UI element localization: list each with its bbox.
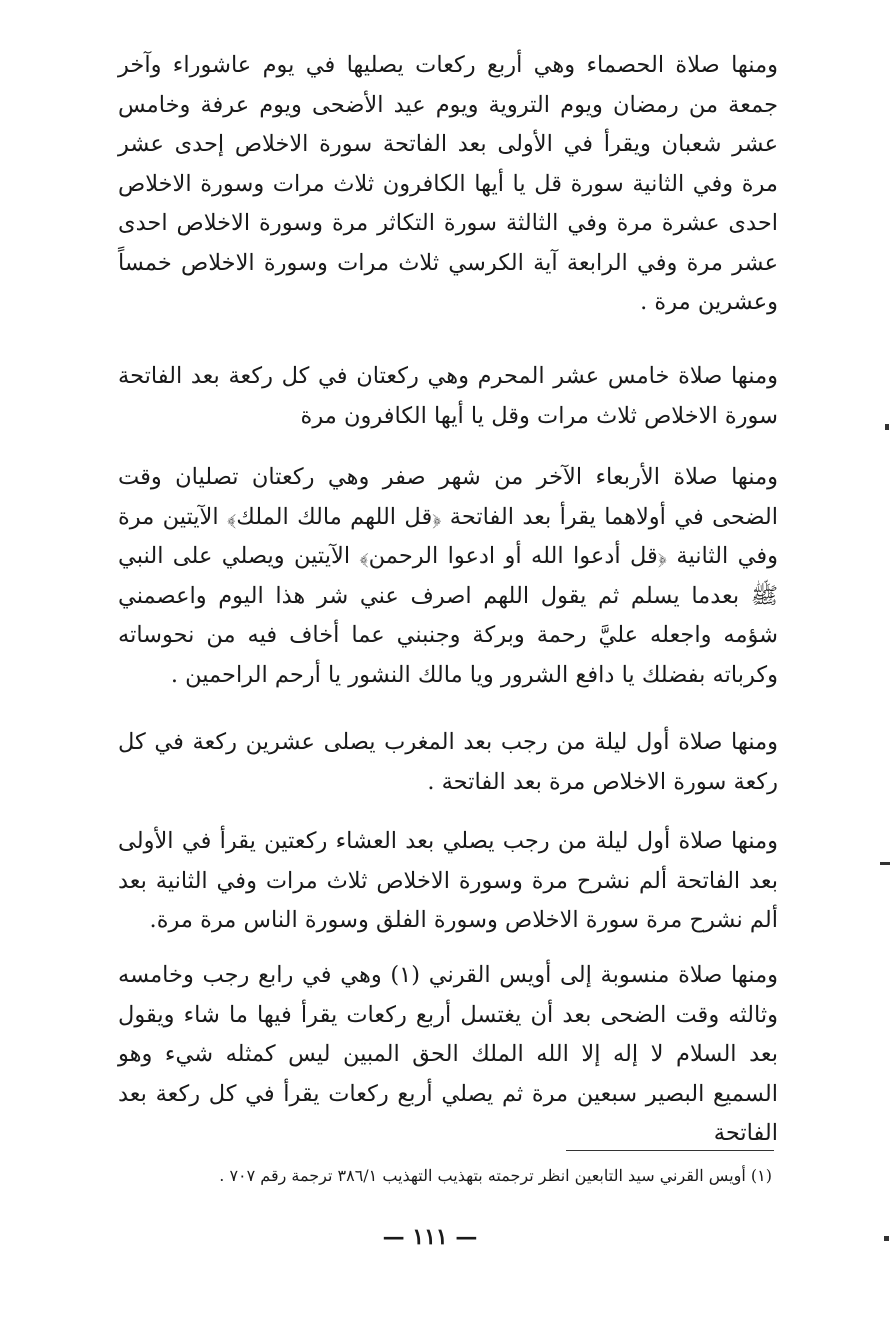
footnote-divider xyxy=(566,1150,774,1151)
paragraph-safar-wednesday-prayer: ومنها صلاة الأربعاء الآخر من شهر صفر وهي ركعتان تصليان وقت الضحى في أولاهما يقرأ بعد الفاتحة ﴿قل اللهم مالك الملك﴾ الآيتين مرة وفي الثانية ﴿قل أدعوا الله أو ادعوا الرحمن﴾ الآيتين ويصلي على النبي ﷺ بعدما يسلم ثم يقول اللهم اصرف عني شر هذا اليوم واعصمني شؤمه واجعله عليَّ رحمة وبركة وجنبني عما أخاف فيه من نحوساته وكرباته بفضلك يا دافع الشرور ويا مالك النشور يا أرحم الراحمين . xyxy=(118,464,778,688)
paragraph-muharram-prayer: ومنها صلاة خامس عشر المحرم وهي ركعتان في كل ركعة بعد الفاتحة سورة الاخلاص ثلاث مرات وقل يا أيها الكافرون مرة xyxy=(118,363,778,429)
paragraph-ashura-prayer: ومنها صلاة الحصماء وهي أربع ركعات يصليها في يوم عاشوراء وآخر جمعة من رمضان ويوم التروية ويوم عيد الأضحى ويوم عرفة وخامس عشر شعبان ويقرأ في الأولى بعد الفاتحة سورة الاخلاص إحدى عشر مرة وفي الثانية سورة قل يا أيها الكافرون ثلاث مرات وسورة الاخلاص احدى عشرة مرة وفي الثالثة سورة التكاثر مرة وسورة الاخلاص احدى عشر مرة وفي الرابعة آية الكرسي ثلاث مرات وسورة الاخلاص خمساً وعشرين مرة . xyxy=(118,52,778,315)
paragraph-rajab-maghrib-prayer: ومنها صلاة أول ليلة من رجب بعد المغرب يصلى عشرين ركعة في كل ركعة سورة الاخلاص مرة بعد الفاتحة . xyxy=(118,729,778,795)
footnote: (١) أويس القرني سيد التابعين انظر ترجمته بتهذيب التهذيب ٣٨٦/١ ترجمة رقم ٧٠٧ . xyxy=(219,1166,772,1185)
scan-edge-mark xyxy=(885,424,889,430)
scan-edge-mark xyxy=(880,862,890,865)
paragraph-rajab-isha-prayer: ومنها صلاة أول ليلة من رجب يصلي بعد العشاء ركعتين يقرأ في الأولى بعد الفاتحة ألم نشرح مرة وسورة الاخلاص ثلاث مرات وفي الثانية بعد ألم نشرح مرة سورة الاخلاص وسورة الفلق وسورة الناس مرة مرة. xyxy=(118,828,778,933)
paragraph-uwais-prayer: ومنها صلاة منسوبة إلى أويس القرني (١) وهي في رابع رجب وخامسه وثالثه وقت الضحى بعد أن يغتسل أربع ركعات يقرأ فيها ما شاء ويقول بعد السلام لا إله إلا الله الملك الحق المبين ليس كمثله شيء وهو السميع البصير سبعين مرة ثم يصلي أربع ركعات يقرأ في كل ركعة بعد الفاتحة xyxy=(118,962,778,1146)
scan-edge-mark xyxy=(884,1236,889,1241)
page-number: — ١١١ — xyxy=(382,1224,478,1250)
